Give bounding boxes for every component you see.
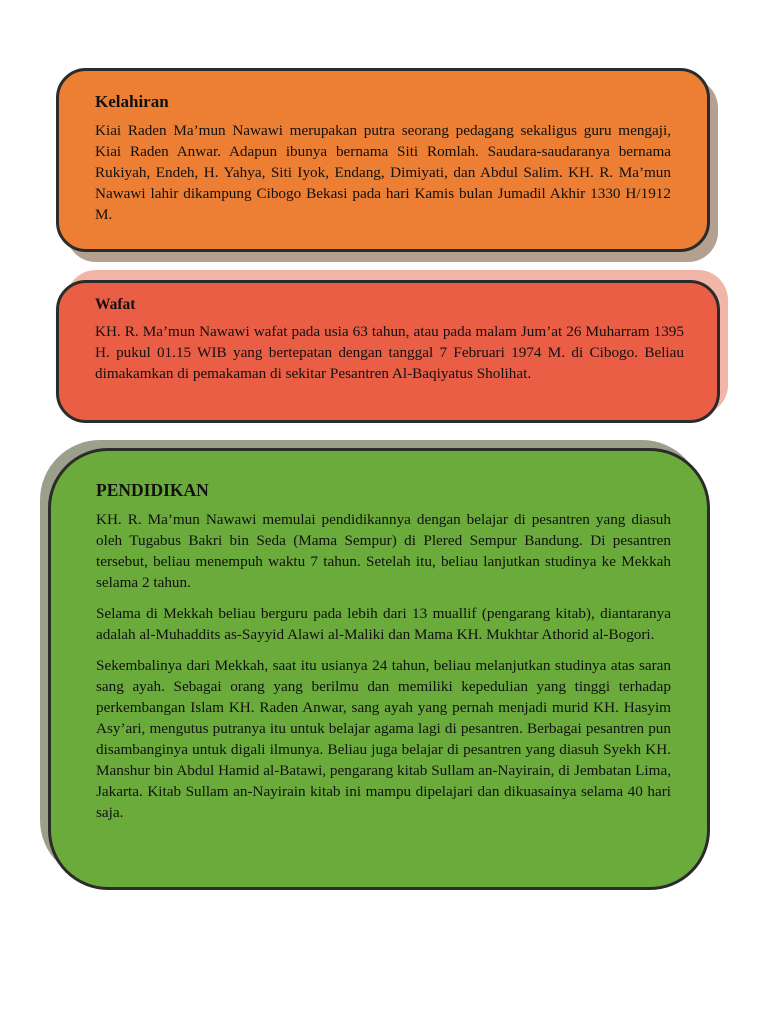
kelahiran-box [56,68,710,252]
wafat-text: KH. R. Ma’mun Nawawi wafat pada usia 63 tahun, atau pada malam Jum’at 26 Muharram 1395 H. pukul 01.15 WIB yang bertepatan dengan tanggal 7 Februari 1974 M. di Cibogo. Beliau dimakamkan di pemakaman di sekitar Pesantren Al-Baqiyatus Sholihat. [95,323,684,382]
pendidikan-box [48,448,710,890]
kelahiran-title: Kelahiran [95,92,169,111]
pendidikan-paragraph-3: Sekembalinya dari Mekkah, saat itu usianya 24 tahun, beliau melanjutkan studinya atas saran sang ayah. Sebagai orang yang berilmu dan memiliki kepedulian yang tinggi terhadap perkembangan Islam KH. Raden Anwar, sang ayah yang pernah menjadi murid KH. Hasyim Asy’ari, mengutus putranya itu untuk belajar agama lagi di pesantren. Berbagai pesantren pun disambanginya untuk digali ilmunya. Beliau juga belajar di pesantren yang diasuh Syekh KH. Manshur bin Abdul Hamid al-Batawi, pengarang kitab Sullam an-Nayirain, di Jembatan Lima, Jakarta. Kitab Sullam an-Nayirain kitab ini mampu dipelajari dan dikuasainya selama 40 hari saja. [96,657,671,821]
wafat-title: Wafat [95,296,136,313]
pendidikan-title: PENDIDIKAN [96,480,209,500]
pendidikan-paragraph-2: Selama di Mekkah beliau berguru pada lebih dari 13 muallif (pengarang kitab), diantaranya adalah al-Muhaddits as-Sayyid Alawi al-Maliki dan Mama KH. Mukhtar Athorid al-Bogori. [96,605,671,643]
wafat-box [56,280,720,423]
pendidikan-paragraph-1: KH. R. Ma’mun Nawawi memulai pendidikannya dengan belajar di pesantren yang diasuh oleh Tugabus Bakri bin Seda (Mama Sempur) di Plered Sempur Bandung. Di pesantren tersebut, beliau menempuh waktu 7 tahun. Setelah itu, beliau lanjutkan studinya ke Mekkah selama 2 tahun. [96,511,671,591]
kelahiran-text: Kiai Raden Ma’mun Nawawi merupakan putra seorang pedagang sekaligus guru mengaji, Kiai Raden Anwar. Adapun ibunya bernama Siti Romlah. Saudara-saudaranya bernama Rukiyah, Endeh, H. Yahya, Siti Iyok, Endang, Dimiyati, dan Abdul Salim. KH. R. Ma’mun Nawawi lahir dikampung Cibogo Bekasi pada hari Kamis bulan Jumadil Akhir 1330 H/1912 M. [95,122,671,223]
